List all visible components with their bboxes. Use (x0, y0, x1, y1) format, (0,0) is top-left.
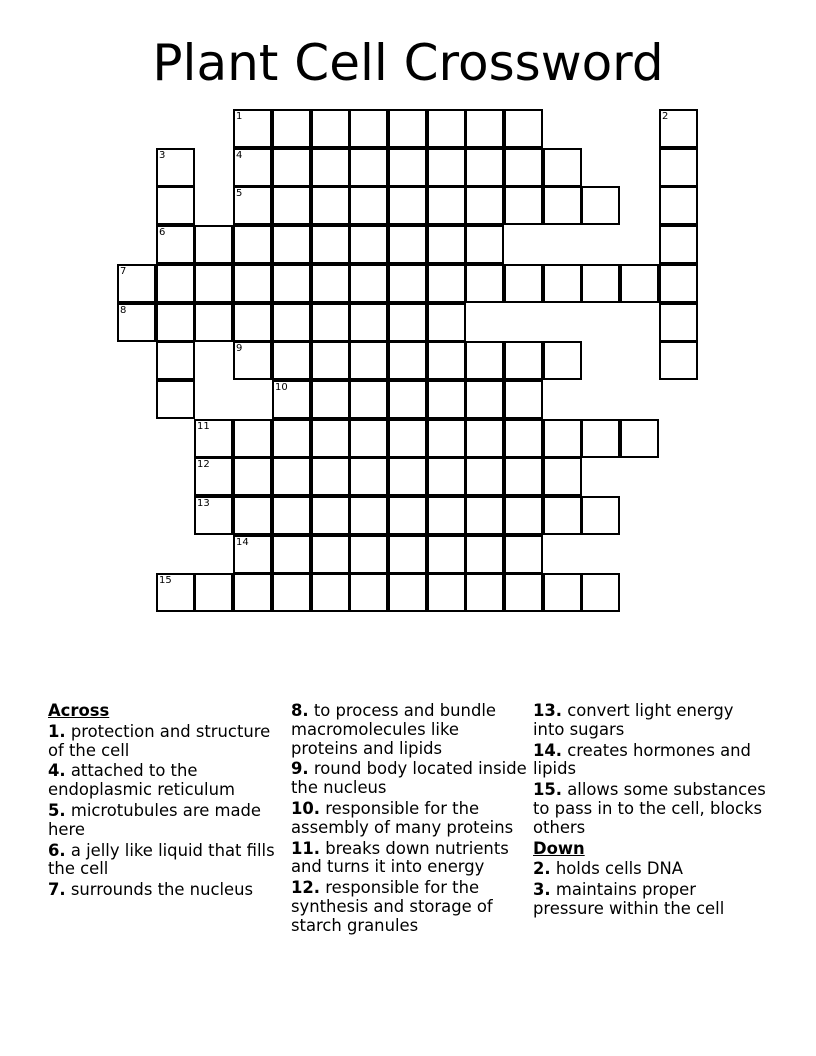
clue-number: 1. (48, 721, 66, 741)
grid-cell[interactable] (156, 303, 195, 342)
grid-cell[interactable] (543, 457, 582, 496)
grid-cell[interactable] (427, 225, 466, 264)
grid-cell[interactable] (504, 341, 543, 380)
grid-cell[interactable] (311, 573, 350, 612)
grid-cell[interactable] (504, 496, 543, 535)
grid-cell[interactable] (156, 573, 195, 612)
grid-cell[interactable] (233, 186, 272, 225)
cell-number: 13 (197, 498, 210, 509)
grid-cell[interactable] (659, 225, 698, 264)
grid-cell[interactable] (272, 341, 311, 380)
grid-cell[interactable] (581, 419, 620, 458)
clue-item (291, 840, 527, 878)
grid-cell[interactable] (543, 573, 582, 612)
grid-cell[interactable] (194, 264, 233, 303)
clue-item (291, 702, 527, 758)
grid-cell[interactable] (388, 457, 427, 496)
grid-cell[interactable] (272, 380, 311, 419)
clue-text: microtubules are made here (48, 800, 261, 839)
grid-cell[interactable] (543, 341, 582, 380)
clue-text: responsible for the synthesis and storage of starch granules (291, 878, 493, 935)
grid-cell[interactable] (349, 303, 388, 342)
grid-cell[interactable] (465, 573, 504, 612)
clue-number: 12. (291, 878, 321, 898)
grid-cell[interactable] (543, 148, 582, 187)
grid-cell[interactable] (349, 186, 388, 225)
grid-cell[interactable] (233, 535, 272, 574)
grid-cell[interactable] (427, 573, 466, 612)
grid-cell[interactable] (233, 109, 272, 148)
grid-cell[interactable] (543, 264, 582, 303)
grid-cell[interactable] (349, 419, 388, 458)
clue-text: allows some substances to pass in to the cell, blocks others (533, 780, 766, 837)
clue-number: 10. (291, 798, 321, 818)
grid-cell[interactable] (272, 303, 311, 342)
grid-cell[interactable] (272, 264, 311, 303)
grid-cell[interactable] (659, 341, 698, 380)
grid-cell[interactable] (427, 457, 466, 496)
grid-cell[interactable] (156, 148, 195, 187)
grid-cell[interactable] (427, 535, 466, 574)
grid-cell[interactable] (194, 303, 233, 342)
clue-number: 9. (291, 759, 309, 779)
grid-cell[interactable] (311, 148, 350, 187)
grid-cell[interactable] (504, 264, 543, 303)
grid-cell[interactable] (465, 535, 504, 574)
clue-number: 14. (533, 740, 563, 760)
clue-number: 5. (48, 800, 66, 820)
grid-cell[interactable] (311, 109, 350, 148)
grid-cell[interactable] (388, 225, 427, 264)
grid-cell[interactable] (427, 109, 466, 148)
grid-cell[interactable] (388, 380, 427, 419)
grid-cell[interactable] (194, 496, 233, 535)
clue-item (48, 881, 284, 900)
across-clue-list-end (533, 702, 769, 838)
cell-number: 6 (159, 227, 166, 238)
grid-cell[interactable] (311, 419, 350, 458)
clue-text: a jelly like liquid that fills the cell (48, 840, 275, 879)
grid-cell[interactable] (388, 109, 427, 148)
grid-cell[interactable] (465, 419, 504, 458)
grid-cell[interactable] (465, 109, 504, 148)
across-clue-list-continued (291, 702, 527, 936)
cell-number: 8 (120, 305, 127, 316)
grid-cell[interactable] (659, 303, 698, 342)
grid-cell[interactable] (388, 303, 427, 342)
clues-column-1 (48, 702, 284, 902)
grid-cell[interactable] (427, 186, 466, 225)
grid-cell[interactable] (311, 264, 350, 303)
grid-cell[interactable] (349, 496, 388, 535)
clue-text: creates hormones and lipids (533, 740, 751, 779)
clue-item (291, 879, 527, 935)
clue-text: convert light energy into sugars (533, 701, 734, 739)
grid-cell[interactable] (311, 457, 350, 496)
grid-cell[interactable] (388, 264, 427, 303)
cell-number: 2 (662, 111, 669, 122)
grid-cell[interactable] (233, 419, 272, 458)
grid-cell[interactable] (311, 341, 350, 380)
grid-cell[interactable] (543, 496, 582, 535)
grid-cell[interactable] (427, 148, 466, 187)
grid-cell[interactable] (156, 341, 195, 380)
grid-cell[interactable] (311, 186, 350, 225)
clue-number: 2. (533, 859, 551, 879)
grid-cell[interactable] (465, 264, 504, 303)
clues-column-3 (533, 702, 769, 921)
clue-item (533, 781, 769, 837)
grid-cell[interactable] (581, 496, 620, 535)
clue-text: surrounds the nucleus (65, 880, 254, 900)
grid-cell[interactable] (427, 419, 466, 458)
clue-item (48, 802, 284, 840)
across-heading: Across (48, 701, 110, 720)
grid-cell[interactable] (233, 496, 272, 535)
cell-number: 10 (275, 382, 288, 393)
grid-cell[interactable] (581, 186, 620, 225)
grid-cell[interactable] (465, 148, 504, 187)
clue-item (533, 702, 769, 740)
grid-cell[interactable] (272, 573, 311, 612)
cell-number: 11 (197, 421, 210, 432)
grid-cell[interactable] (465, 457, 504, 496)
grid-cell[interactable] (388, 496, 427, 535)
grid-cell[interactable] (543, 186, 582, 225)
grid-cell[interactable] (543, 419, 582, 458)
grid-cell[interactable] (427, 264, 466, 303)
cell-number: 4 (236, 150, 243, 161)
cell-number: 14 (236, 537, 249, 548)
grid-cell[interactable] (233, 148, 272, 187)
clue-number: 6. (48, 840, 66, 860)
grid-cell[interactable] (311, 535, 350, 574)
grid-cell[interactable] (272, 148, 311, 187)
grid-cell[interactable] (117, 264, 156, 303)
cell-number: 7 (120, 266, 127, 277)
grid-cell[interactable] (156, 186, 195, 225)
cell-number: 5 (236, 188, 243, 199)
grid-cell[interactable] (194, 225, 233, 264)
grid-cell[interactable] (388, 573, 427, 612)
grid-cell[interactable] (272, 225, 311, 264)
clue-number: 7. (48, 880, 66, 900)
grid-cell[interactable] (272, 535, 311, 574)
clue-text: holds cells DNA (550, 859, 684, 879)
grid-cell[interactable] (465, 186, 504, 225)
grid-cell[interactable] (311, 496, 350, 535)
cell-number: 15 (159, 575, 172, 586)
clue-item (533, 742, 769, 780)
grid-cell[interactable] (504, 535, 543, 574)
grid-cell[interactable] (349, 457, 388, 496)
grid-cell[interactable] (465, 225, 504, 264)
clue-item (48, 762, 284, 800)
grid-cell[interactable] (659, 264, 698, 303)
grid-cell[interactable] (349, 264, 388, 303)
clue-number: 8. (291, 701, 309, 720)
grid-cell[interactable] (504, 380, 543, 419)
grid-cell[interactable] (272, 186, 311, 225)
cell-number: 12 (197, 459, 210, 470)
clue-item (48, 723, 284, 761)
clue-item (291, 760, 527, 798)
clue-item (48, 842, 284, 880)
grid-cell[interactable] (194, 419, 233, 458)
grid-cell[interactable] (233, 573, 272, 612)
grid-cell[interactable] (465, 496, 504, 535)
clues-column-2 (291, 702, 527, 938)
grid-cell[interactable] (388, 148, 427, 187)
grid-cell[interactable] (233, 457, 272, 496)
clue-text: attached to the endoplasmic reticulum (48, 761, 235, 800)
grid-cell[interactable] (427, 380, 466, 419)
grid-cell[interactable] (156, 264, 195, 303)
clue-number: 11. (291, 838, 321, 858)
grid-cell[interactable] (349, 341, 388, 380)
down-clue-list (533, 860, 769, 918)
grid-cell[interactable] (311, 303, 350, 342)
grid-cell[interactable] (349, 148, 388, 187)
grid-cell[interactable] (659, 148, 698, 187)
grid-cell[interactable] (427, 303, 466, 342)
clue-text: protection and structure of the cell (48, 721, 271, 760)
clue-text: maintains proper pressure within the cell (533, 880, 725, 918)
grid-cell[interactable] (427, 496, 466, 535)
grid-cell[interactable] (659, 109, 698, 148)
grid-cell[interactable] (504, 148, 543, 187)
grid-cell[interactable] (233, 341, 272, 380)
grid-cell[interactable] (581, 573, 620, 612)
grid-cell[interactable] (620, 419, 659, 458)
grid-cell[interactable] (349, 225, 388, 264)
cell-number: 3 (159, 150, 166, 161)
clue-item (533, 881, 769, 919)
clue-text: breaks down nutrients and turns it into energy (291, 838, 509, 877)
grid-cell[interactable] (349, 109, 388, 148)
grid-cell[interactable] (504, 109, 543, 148)
grid-cell[interactable] (581, 264, 620, 303)
grid-cell[interactable] (156, 380, 195, 419)
clue-item (291, 800, 527, 838)
grid-cell[interactable] (272, 109, 311, 148)
grid-cell[interactable] (388, 186, 427, 225)
page-title: Plant Cell Crossword (152, 34, 664, 92)
down-heading: Down (533, 838, 585, 858)
grid-cell[interactable] (272, 419, 311, 458)
grid-cell[interactable] (233, 303, 272, 342)
grid-cell[interactable] (272, 457, 311, 496)
clue-number: 13. (533, 701, 563, 720)
grid-cell[interactable] (349, 380, 388, 419)
clue-number: 4. (48, 761, 66, 781)
grid-cell[interactable] (311, 225, 350, 264)
clue-text: responsible for the assembly of many proteins (291, 798, 514, 837)
grid-cell[interactable] (194, 457, 233, 496)
grid-cell[interactable] (659, 186, 698, 225)
grid-cell[interactable] (427, 341, 466, 380)
grid-cell[interactable] (233, 225, 272, 264)
grid-cell[interactable] (504, 573, 543, 612)
across-clue-list (48, 723, 284, 900)
grid-cell[interactable] (194, 573, 233, 612)
clue-number: 15. (533, 780, 563, 800)
grid-cell[interactable] (272, 496, 311, 535)
grid-cell[interactable] (311, 380, 350, 419)
grid-cell[interactable] (504, 186, 543, 225)
cell-number: 1 (236, 111, 243, 122)
grid-cell[interactable] (504, 457, 543, 496)
grid-cell[interactable] (349, 535, 388, 574)
grid-cell[interactable] (504, 419, 543, 458)
grid-cell[interactable] (388, 535, 427, 574)
grid-cell[interactable] (388, 419, 427, 458)
grid-cell[interactable] (388, 341, 427, 380)
clue-item (533, 860, 769, 879)
clue-text: to process and bundle macromolecules like proteins and lipids (291, 701, 496, 758)
grid-cell[interactable] (465, 341, 504, 380)
grid-cell[interactable] (156, 225, 195, 264)
grid-cell[interactable] (620, 264, 659, 303)
clue-text: round body located inside the nucleus (291, 759, 527, 798)
grid-cell[interactable] (349, 573, 388, 612)
grid-cell[interactable] (465, 380, 504, 419)
grid-cell[interactable] (233, 264, 272, 303)
cell-number: 9 (236, 343, 243, 354)
clue-number: 3. (533, 880, 551, 900)
grid-cell[interactable] (117, 303, 156, 342)
